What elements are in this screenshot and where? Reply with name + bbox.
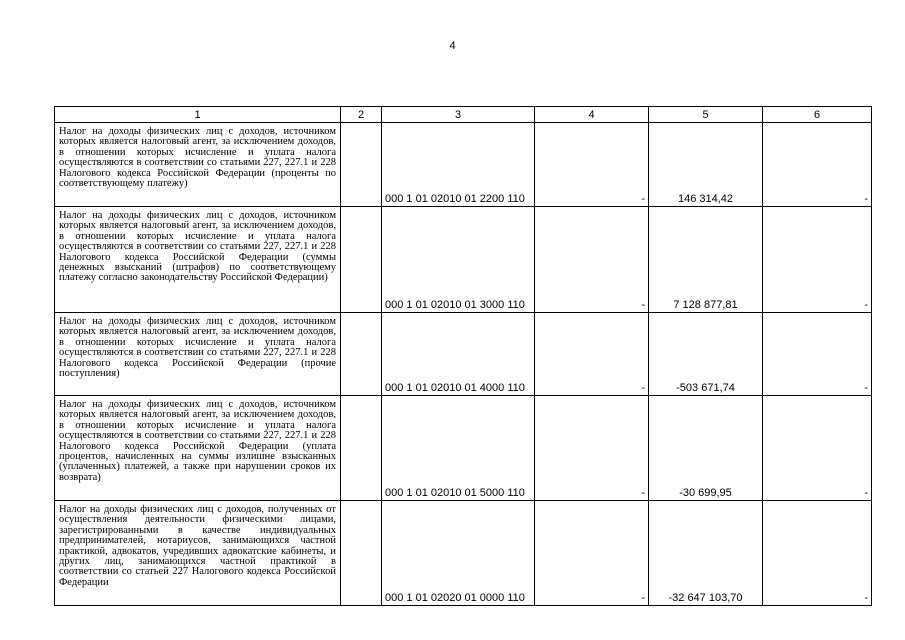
row-description: Налог на доходы физических лиц с доходов, источником которых является налоговый агент, за исключением доходов, в отношении которых исчисление и уплата налога осуществляются в соответствии со статьями 227, 227.1 и 228 Налогового кодекса Российской Федерации (проценты по соответствующему платежу) [55, 123, 341, 207]
page-number: 4 [449, 40, 456, 52]
row-code: 000 1 01 02010 01 2200 110 [382, 123, 535, 207]
row-col4: - [535, 313, 649, 396]
row-col6: - [763, 501, 872, 606]
row-col5: -503 671,74 [649, 313, 763, 396]
column-header: 4 [535, 107, 649, 123]
table-row [55, 396, 872, 501]
row-col5: -30 699,95 [649, 396, 763, 501]
column-header: 1 [55, 107, 341, 123]
row-code: 000 1 01 02020 01 0000 110 [382, 501, 535, 606]
table-row [55, 501, 872, 606]
row-col6: - [763, 396, 872, 501]
row-col5: 7 128 877,81 [649, 207, 763, 313]
column-header: 6 [763, 107, 872, 123]
row-description: Налог на доходы физических лиц с доходов, источником которых является налоговый агент, за исключением доходов, в отношении которых исчисление и уплата налога осуществляются в соответствии со статьями 227, 227.1 и 228 Налогового кодекса Российской Федерации (уплата процентов, начисленных на суммы излишне взысканных (уплаченных) платежей, а также при нарушении сроков их возврата) [55, 396, 341, 501]
table-row [55, 123, 872, 207]
row-col6: - [763, 313, 872, 396]
row-col2 [341, 501, 382, 606]
row-col5: -32 647 103,70 [649, 501, 763, 606]
row-description: Налог на доходы физических лиц с доходов, источником которых является налоговый агент, за исключением доходов, в отношении которых исчисление и уплата налога осуществляются в соответствии со статьями 227, 227.1 и 228 Налогового кодекса Российской Федерации (суммы денежных взысканий (штрафов) по соответствующему платежу согласно законодательству Российской Федерации) [55, 207, 341, 313]
row-col2 [341, 396, 382, 501]
row-col4: - [535, 123, 649, 207]
row-col2 [341, 313, 382, 396]
column-header: 3 [382, 107, 535, 123]
column-header: 5 [649, 107, 763, 123]
row-code: 000 1 01 02010 01 3000 110 [382, 207, 535, 313]
row-col5: 146 314,42 [649, 123, 763, 207]
row-description: Налог на доходы физических лиц с доходов, полученных от осуществления деятельности физическими лицами, зарегистрированными в качестве индивидуальных предпринимателей, нотариусов, занимающихся частной практикой, адвокатов, учредивших адвокатские кабинеты, и других лиц, занимающихся частной практикой в соответствии со статьей 227 Налогового кодекса Российской Федерации [55, 501, 341, 606]
row-code: 000 1 01 02010 01 5000 110 [382, 396, 535, 501]
row-col6: - [763, 123, 872, 207]
row-col2 [341, 123, 382, 207]
table-header-row [55, 107, 872, 123]
row-col6: - [763, 207, 872, 313]
table-row [55, 313, 872, 396]
row-col2 [341, 207, 382, 313]
row-col4: - [535, 396, 649, 501]
row-description: Налог на доходы физических лиц с доходов, источником которых является налоговый агент, за исключением доходов, в отношении которых исчисление и уплата налога осуществляются в соответствии со статьями 227, 227.1 и 228 Налогового кодекса Российской Федерации (прочие поступления) [55, 313, 341, 396]
table-row [55, 207, 872, 313]
row-col4: - [535, 501, 649, 606]
column-header: 2 [341, 107, 382, 123]
budget-table [54, 106, 872, 606]
row-code: 000 1 01 02010 01 4000 110 [382, 313, 535, 396]
row-col4: - [535, 207, 649, 313]
